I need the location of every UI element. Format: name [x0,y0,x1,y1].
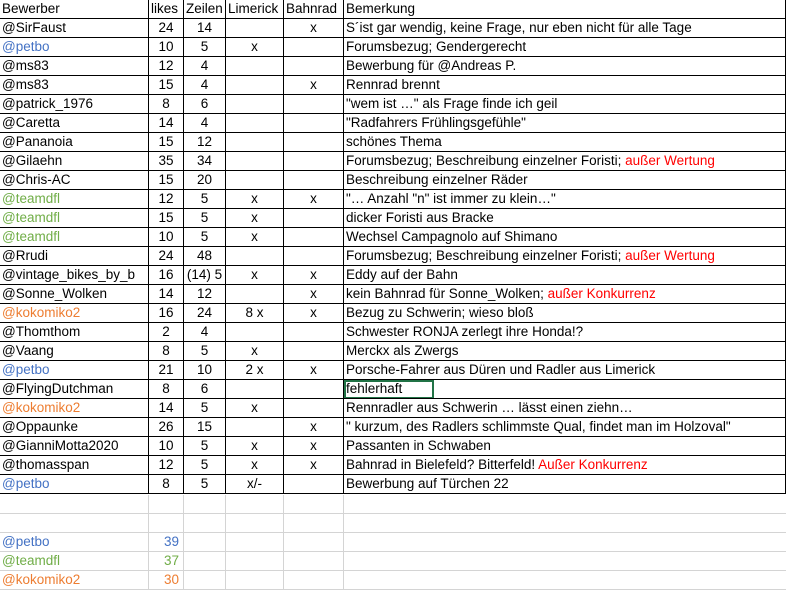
bemerkung-text: "wem ist …" als Frage finde ich geil [346,96,558,111]
likes-cell[interactable]: 24 [149,19,184,38]
bahnrad-cell[interactable] [284,57,344,76]
likes-cell[interactable]: 15 [149,133,184,152]
bemerkung-text: "Radfahrers Frühlingsgefühle" [346,115,526,130]
likes-cell[interactable]: 16 [149,304,184,323]
limerick-cell[interactable]: x [226,38,284,57]
bemerkung-text: dicker Foristi aus Bracke [346,210,494,225]
likes-cell[interactable]: 12 [149,190,184,209]
summary-value-cell[interactable]: 39 [149,533,184,552]
header-likes[interactable]: likes [149,0,184,19]
limerick-cell[interactable] [226,76,284,95]
likes-cell[interactable]: 15 [149,171,184,190]
bemerkung-cell[interactable] [344,152,786,171]
empty-cell[interactable] [344,552,786,571]
zeilen-cell[interactable]: 4 [184,57,226,76]
empty-cell[interactable] [344,571,786,590]
bemerkung-text: Rennradler aus Schwerin … lässt einen ziehn… [346,400,633,415]
bemerkung-text: Schwester RONJA zerlegt ihre Honda!? [346,324,584,339]
limerick-cell[interactable]: 8 x [226,304,284,323]
bemerkung-cell[interactable] [344,76,786,95]
zeilen-cell[interactable]: 5 [184,228,226,247]
bahnrad-cell[interactable]: x [284,418,344,437]
table-row [0,19,786,38]
zeilen-cell[interactable]: 4 [184,114,226,133]
limerick-cell[interactable]: x [226,266,284,285]
bemerkung-red-text: außer Wertung [625,248,715,263]
bahnrad-cell[interactable]: x [284,190,344,209]
bemerkung-cell[interactable] [344,399,786,418]
bahnrad-cell[interactable] [284,323,344,342]
bemerkung-text: Forumsbezug; Gendergerecht [346,39,527,54]
table-row [0,228,786,247]
bemerkung-cell[interactable] [344,285,786,304]
bahnrad-cell[interactable]: x [284,76,344,95]
bemerkung-cell[interactable] [344,19,786,38]
likes-cell[interactable]: 14 [149,285,184,304]
bemerkung-text: " kurzum, des Radlers schlimmste Qual, findet man im Holzoval" [346,419,731,434]
bemerkung-text: Merckx als Zwergs [346,343,459,358]
bahnrad-cell[interactable] [284,228,344,247]
bahnrad-cell[interactable] [284,399,344,418]
likes-cell[interactable]: 8 [149,342,184,361]
zeilen-cell[interactable]: 5 [184,38,226,57]
empty-cell[interactable] [0,495,149,514]
bemerkung-cell[interactable] [344,209,786,228]
empty-row [0,514,786,533]
limerick-cell[interactable] [226,380,284,399]
limerick-cell[interactable]: x [226,437,284,456]
limerick-cell[interactable]: x [226,190,284,209]
bemerkung-text: Passanten in Schwaben [346,438,491,453]
bemerkung-cell[interactable] [344,456,786,475]
bahnrad-cell[interactable]: x [284,266,344,285]
bewerber-cell[interactable]: @Sonne_Wolken [0,285,149,304]
bahnrad-cell[interactable] [284,114,344,133]
bahnrad-cell[interactable]: x [284,437,344,456]
table-row [0,209,786,228]
bahnrad-cell[interactable]: x [284,304,344,323]
bemerkung-text: Bewerbung auf Türchen 22 [346,476,509,491]
header-limerick[interactable]: Limerick [226,0,284,19]
bemerkung-cell[interactable] [344,304,786,323]
likes-cell[interactable]: 10 [149,228,184,247]
bemerkung-cell[interactable] [344,380,786,399]
bewerber-cell[interactable]: @FlyingDutchman [0,380,149,399]
bahnrad-cell[interactable] [284,152,344,171]
bemerkung-cell[interactable] [344,38,786,57]
likes-cell[interactable]: 12 [149,57,184,76]
table-row [0,475,786,494]
bemerkung-cell[interactable] [344,247,786,266]
empty-cell[interactable] [226,571,284,590]
bahnrad-cell[interactable] [284,171,344,190]
empty-cell[interactable] [344,514,786,533]
empty-cell[interactable] [226,552,284,571]
bewerber-cell[interactable]: @kokomiko2 [0,399,149,418]
summary-row [0,571,786,590]
bemerkung-text: Forumsbezug; Beschreibung einzelner Foristi; [346,248,626,263]
table-row [0,114,786,133]
header-row [0,0,786,19]
empty-cell[interactable] [184,495,226,514]
bahnrad-cell[interactable] [284,38,344,57]
limerick-cell[interactable]: 2 x [226,361,284,380]
limerick-cell[interactable]: x [226,342,284,361]
empty-cell[interactable] [284,552,344,571]
bemerkung-text: Bewerbung für @Andreas P. [346,58,517,73]
bewerber-cell[interactable]: @teamdfl [0,228,149,247]
bemerkung-cell[interactable] [344,437,786,456]
bahnrad-cell[interactable] [284,247,344,266]
empty-cell[interactable] [184,552,226,571]
bemerkung-cell[interactable] [344,266,786,285]
limerick-cell[interactable]: x [226,228,284,247]
header-zeilen[interactable]: Zeilen [184,0,226,19]
empty-row [0,495,786,514]
bewerber-cell[interactable]: @Caretta [0,114,149,133]
empty-cell[interactable] [184,571,226,590]
likes-cell[interactable]: 24 [149,247,184,266]
limerick-cell[interactable] [226,95,284,114]
zeilen-cell[interactable]: 34 [184,152,226,171]
table-row [0,304,786,323]
bemerkung-cell[interactable] [344,114,786,133]
likes-cell[interactable]: 8 [149,95,184,114]
table-row [0,380,786,399]
likes-cell[interactable]: 8 [149,380,184,399]
likes-cell[interactable]: 8 [149,475,184,494]
limerick-cell[interactable] [226,133,284,152]
likes-cell[interactable]: 15 [149,209,184,228]
empty-cell[interactable] [226,514,284,533]
table-row [0,456,786,475]
zeilen-cell[interactable]: 20 [184,171,226,190]
bewerber-cell[interactable]: @petbo [0,475,149,494]
table-row [0,171,786,190]
zeilen-cell[interactable]: 5 [184,342,226,361]
bemerkung-text: fehlerhaft [346,381,403,396]
limerick-cell[interactable] [226,171,284,190]
likes-cell[interactable]: 21 [149,361,184,380]
bemerkung-text: Wechsel Campagnolo auf Shimano [346,229,558,244]
zeilen-cell[interactable]: 5 [184,456,226,475]
table-row [0,95,786,114]
empty-cell[interactable] [344,495,786,514]
table-row [0,76,786,95]
table-row [0,342,786,361]
bahnrad-cell[interactable] [284,380,344,399]
bemerkung-text: Beschreibung einzelner Räder [346,172,528,187]
bahnrad-cell[interactable] [284,133,344,152]
bemerkung-cell[interactable] [344,95,786,114]
table-row [0,437,786,456]
bewerber-cell[interactable]: @teamdfl [0,190,149,209]
limerick-cell[interactable] [226,418,284,437]
zeilen-cell[interactable]: 48 [184,247,226,266]
likes-cell[interactable]: 10 [149,38,184,57]
limerick-cell[interactable]: x [226,456,284,475]
bemerkung-text: Bahnrad in Bielefeld? Bitterfeld! [346,457,539,472]
zeilen-cell[interactable]: 15 [184,418,226,437]
zeilen-cell[interactable]: 10 [184,361,226,380]
table-row [0,285,786,304]
limerick-cell[interactable] [226,19,284,38]
bahnrad-cell[interactable]: x [284,456,344,475]
bewerber-cell[interactable]: @Oppaunke [0,418,149,437]
zeilen-cell[interactable]: 14 [184,19,226,38]
bahnrad-cell[interactable]: x [284,19,344,38]
empty-cell[interactable] [184,533,226,552]
bemerkung-cell[interactable] [344,190,786,209]
bemerkung-text: schönes Thema [346,134,442,149]
bewerber-cell[interactable]: @patrick_1976 [0,95,149,114]
empty-cell[interactable] [344,533,786,552]
bewerber-cell[interactable]: @thomasspan [0,456,149,475]
bemerkung-text: Eddy auf der Bahn [346,267,458,282]
bemerkung-red-text: außer Wertung [625,153,715,168]
summary-name-cell[interactable]: @kokomiko2 [0,571,149,590]
bemerkung-cell[interactable] [344,361,786,380]
zeilen-cell[interactable]: 6 [184,95,226,114]
zeilen-cell[interactable]: (14) 5 [184,266,226,285]
table-row [0,133,786,152]
summary-value-cell[interactable]: 30 [149,571,184,590]
bahnrad-cell[interactable] [284,475,344,494]
bewerber-cell[interactable]: @ms83 [0,57,149,76]
zeilen-cell[interactable]: 4 [184,323,226,342]
bahnrad-cell[interactable]: x [284,361,344,380]
likes-cell[interactable]: 10 [149,437,184,456]
bewerber-cell[interactable]: @Thomthom [0,323,149,342]
header-bemerkung[interactable]: Bemerkung [344,0,786,19]
likes-cell[interactable]: 16 [149,266,184,285]
header-bewerber[interactable]: Bewerber [0,0,149,19]
bewerber-cell[interactable]: @Rrudi [0,247,149,266]
empty-cell[interactable] [149,514,184,533]
zeilen-cell[interactable]: 5 [184,190,226,209]
header-bahnrad[interactable]: Bahnrad [284,0,344,19]
limerick-cell[interactable] [226,247,284,266]
bemerkung-cell[interactable] [344,133,786,152]
zeilen-cell[interactable]: 24 [184,304,226,323]
table-row [0,399,786,418]
likes-cell[interactable]: 26 [149,418,184,437]
empty-cell[interactable] [226,533,284,552]
likes-cell[interactable]: 14 [149,399,184,418]
bewerber-cell[interactable]: @Pananoia [0,133,149,152]
bemerkung-text: Porsche-Fahrer aus Düren und Radler aus Limerick [346,362,656,377]
limerick-cell[interactable] [226,57,284,76]
table-row [0,190,786,209]
zeilen-cell[interactable]: 4 [184,76,226,95]
limerick-cell[interactable]: x [226,209,284,228]
bemerkung-red-text: Außer Konkurrenz [538,457,648,472]
table-row [0,266,786,285]
table-row [0,323,786,342]
bewerber-cell[interactable]: @Gilaehn [0,152,149,171]
zeilen-cell[interactable]: 12 [184,133,226,152]
limerick-cell[interactable] [226,285,284,304]
bewerber-cell[interactable]: @Vaang [0,342,149,361]
zeilen-cell[interactable]: 6 [184,380,226,399]
empty-cell[interactable] [284,495,344,514]
likes-cell[interactable]: 14 [149,114,184,133]
bewerber-cell[interactable]: @ms83 [0,76,149,95]
bemerkung-red-text: außer Konkurrenz [547,286,656,301]
bemerkung-cell[interactable] [344,418,786,437]
bemerkung-cell[interactable] [344,57,786,76]
bahnrad-cell[interactable]: x [284,285,344,304]
summary-name-cell[interactable]: @petbo [0,533,149,552]
summary-name-cell[interactable]: @teamdfl [0,552,149,571]
limerick-cell[interactable] [226,152,284,171]
table-row [0,361,786,380]
table-row [0,38,786,57]
likes-cell[interactable]: 35 [149,152,184,171]
bahnrad-cell[interactable] [284,95,344,114]
summary-value-cell[interactable]: 37 [149,552,184,571]
zeilen-cell[interactable]: 5 [184,475,226,494]
bemerkung-cell[interactable] [344,475,786,494]
bemerkung-text: Forumsbezug; Beschreibung einzelner Foristi; [346,153,626,168]
empty-cell[interactable] [284,514,344,533]
likes-cell[interactable]: 15 [149,76,184,95]
bemerkung-cell[interactable] [344,342,786,361]
empty-cell[interactable] [184,514,226,533]
bewerber-cell[interactable]: @vintage_bikes_by_b [0,266,149,285]
bemerkung-text: Rennrad brennt [346,77,440,92]
likes-cell[interactable]: 2 [149,323,184,342]
bewerber-cell[interactable]: @teamdfl [0,209,149,228]
limerick-cell[interactable]: x [226,399,284,418]
limerick-cell[interactable] [226,323,284,342]
empty-cell[interactable] [284,571,344,590]
summary-row [0,552,786,571]
bemerkung-cell[interactable] [344,228,786,247]
bewerber-cell[interactable]: @petbo [0,38,149,57]
table-row [0,247,786,266]
table-row [0,152,786,171]
bewerber-cell[interactable]: @petbo [0,361,149,380]
table-row [0,57,786,76]
zeilen-cell[interactable]: 5 [184,399,226,418]
zeilen-cell[interactable]: 5 [184,437,226,456]
bewerber-cell[interactable]: @SirFaust [0,19,149,38]
limerick-cell[interactable] [226,114,284,133]
bemerkung-text: kein Bahnrad für Sonne_Wolken; [346,286,548,301]
bemerkung-text: Bezug zu Schwerin; wieso bloß [346,305,534,320]
empty-cell[interactable] [284,533,344,552]
zeilen-cell[interactable]: 12 [184,285,226,304]
empty-cell[interactable] [226,495,284,514]
bemerkung-text: S´ist gar wendig, keine Frage, nur eben nicht für alle Tage [346,20,692,35]
summary-row [0,533,786,552]
bemerkung-text: "… Anzahl "n" ist immer zu klein…" [346,191,556,206]
empty-cell[interactable] [149,495,184,514]
empty-cell[interactable] [0,514,149,533]
table-row [0,418,786,437]
bahnrad-cell[interactable] [284,342,344,361]
zeilen-cell[interactable]: 5 [184,209,226,228]
bahnrad-cell[interactable] [284,209,344,228]
bewerber-cell[interactable]: @GianniMotta2020 [0,437,149,456]
bemerkung-cell[interactable] [344,323,786,342]
bewerber-cell[interactable]: @kokomiko2 [0,304,149,323]
bewerber-cell[interactable]: @Chris-AC [0,171,149,190]
limerick-cell[interactable]: x/- [226,475,284,494]
bemerkung-cell[interactable] [344,171,786,190]
likes-cell[interactable]: 12 [149,456,184,475]
